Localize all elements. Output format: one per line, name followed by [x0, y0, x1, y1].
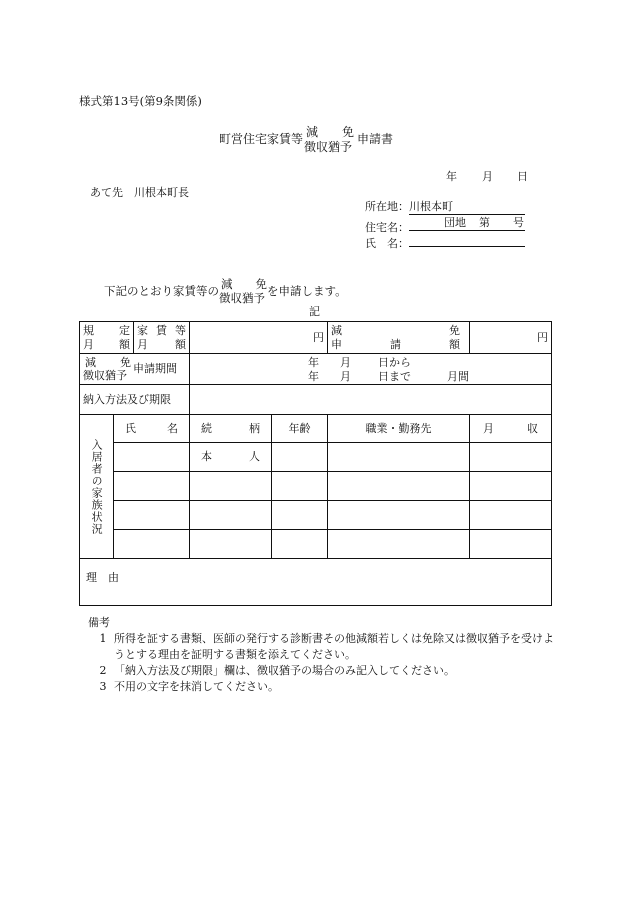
- reduction-amount-input[interactable]: [470, 322, 552, 354]
- period-l1: 減 免: [85, 355, 131, 369]
- name-field[interactable]: [409, 233, 525, 247]
- period-from-day: 日から: [378, 356, 411, 369]
- period-to-year: 年: [308, 370, 319, 383]
- title-stacked: [304, 125, 354, 155]
- cell-reduction-amount-label: [328, 322, 470, 354]
- housing-dai: 第: [479, 216, 490, 229]
- address-field[interactable]: [409, 201, 525, 215]
- name-label: 氏 名：: [365, 237, 409, 250]
- housing-label: 住宅名：: [365, 221, 409, 234]
- family-relation-self: 本 人: [190, 443, 272, 472]
- row-rent: [80, 322, 552, 354]
- row-period: [80, 354, 552, 385]
- family-occupation-input[interactable]: [328, 472, 470, 501]
- family-name-input[interactable]: [114, 443, 190, 472]
- reduction-l2: 申 請 額: [331, 337, 460, 351]
- standard-monthly-l2: 月 額: [83, 337, 130, 351]
- family-occupation-input[interactable]: [328, 443, 470, 472]
- housing-line[interactable]: [365, 217, 525, 235]
- address-line[interactable]: [365, 201, 525, 215]
- family-income-input[interactable]: [470, 501, 552, 530]
- rent-monthly-l1: 家 賃 等: [137, 324, 186, 338]
- family-relation-input[interactable]: [190, 472, 272, 501]
- housing-go: 号: [513, 216, 524, 229]
- period-from-month: 月: [340, 356, 351, 369]
- period-to-month: 月: [340, 370, 351, 383]
- reason-label: 理 由: [86, 571, 119, 584]
- rent-amount-input[interactable]: [190, 322, 328, 354]
- rent-monthly-l2: 月 額: [137, 337, 186, 351]
- housing-field[interactable]: [409, 217, 525, 231]
- family-name-input[interactable]: [114, 530, 190, 559]
- family-occupation-input[interactable]: [328, 501, 470, 530]
- date-month[interactable]: 月: [482, 170, 493, 183]
- period-to-day: 日まで: [378, 370, 411, 383]
- date-day[interactable]: 日: [517, 170, 528, 183]
- payment-input[interactable]: [190, 385, 552, 415]
- addressee: あて先 川根本町長: [90, 186, 189, 199]
- header-occupation: 職業・勤務先: [328, 415, 470, 443]
- period-label: 申請期間: [133, 362, 177, 376]
- intro-stacked-bottom: 徴収猶予: [219, 291, 265, 306]
- family-status-label: 入居者の家族状況: [80, 415, 114, 559]
- period-l2: 徴収猶予: [83, 369, 127, 382]
- header-relation: 続 柄: [190, 415, 272, 443]
- notes-heading: 備考: [88, 616, 110, 629]
- header-income: 月 収: [470, 415, 552, 443]
- title-stacked-top: 減 免: [306, 125, 355, 139]
- family-name-input[interactable]: [114, 472, 190, 501]
- yen-unit-2: 円: [537, 330, 548, 344]
- family-relation-input[interactable]: [190, 501, 272, 530]
- family-age-input[interactable]: [272, 443, 328, 472]
- row-family-header: [80, 415, 552, 443]
- notes: [88, 615, 554, 695]
- reduction-l1: 減 免: [331, 324, 460, 338]
- yen-unit: 円: [313, 330, 324, 344]
- note-item: 3 不用の文字を抹消してください。: [99, 679, 279, 693]
- table-row: [80, 443, 552, 472]
- table-row: [80, 472, 552, 501]
- family-income-input[interactable]: [470, 472, 552, 501]
- header-name: 氏 名: [114, 415, 190, 443]
- ki-label: 記: [309, 305, 320, 318]
- intro-stacked-top: 減 免: [221, 277, 267, 291]
- intro-suffix: を申請します。: [267, 283, 347, 298]
- address-label: 所在地：: [365, 200, 409, 213]
- form-number: 様式第13号(第9条関係): [79, 94, 202, 108]
- name-line[interactable]: [365, 233, 525, 251]
- intro-stacked: [219, 277, 267, 306]
- intro-prefix: 下記のとおり家賃等の: [104, 283, 219, 298]
- row-reason[interactable]: [80, 559, 552, 606]
- title-stacked-bottom: 徴収猶予: [304, 140, 353, 154]
- table-row: [80, 530, 552, 559]
- family-age-input[interactable]: [272, 530, 328, 559]
- title-prefix: 町営住宅家賃等: [219, 132, 304, 147]
- family-occupation-input[interactable]: [328, 530, 470, 559]
- period-input[interactable]: [190, 354, 552, 385]
- cell-period-label: [80, 354, 190, 385]
- family-income-input[interactable]: [470, 530, 552, 559]
- period-from-year: 年: [308, 356, 319, 369]
- cell-standard-monthly: [80, 322, 134, 354]
- family-age-input[interactable]: [272, 472, 328, 501]
- application-table: [79, 321, 552, 606]
- row-payment: [80, 385, 552, 415]
- family-income-input[interactable]: [470, 443, 552, 472]
- table-row: [80, 501, 552, 530]
- form-title: [219, 125, 393, 155]
- intro-sentence: [104, 277, 347, 306]
- family-relation-input[interactable]: [190, 530, 272, 559]
- header-age: 年齢: [272, 415, 328, 443]
- address-value: 川根本町: [409, 200, 453, 213]
- title-suffix: 申請書: [357, 132, 394, 147]
- note-item: 1 所得を証する書類、医師の発行する診断書その他減額若しくは免除又は徴収猶予を受けようとする理由を証明する書類を添えてください。: [99, 631, 554, 661]
- standard-monthly-l1: 規 定: [83, 324, 130, 338]
- note-item: 2 「納入方法及び期限」欄は、徴収猶予の場合のみ記入してください。: [99, 663, 455, 677]
- housing-danchi: 団地: [444, 216, 466, 229]
- cell-rent-monthly: [134, 322, 190, 354]
- family-name-input[interactable]: [114, 501, 190, 530]
- reason-field[interactable]: [80, 559, 552, 606]
- payment-label: 納入方法及び期限: [80, 385, 190, 415]
- date-year[interactable]: 年: [446, 170, 457, 183]
- family-age-input[interactable]: [272, 501, 328, 530]
- period-months: 月間: [447, 370, 469, 383]
